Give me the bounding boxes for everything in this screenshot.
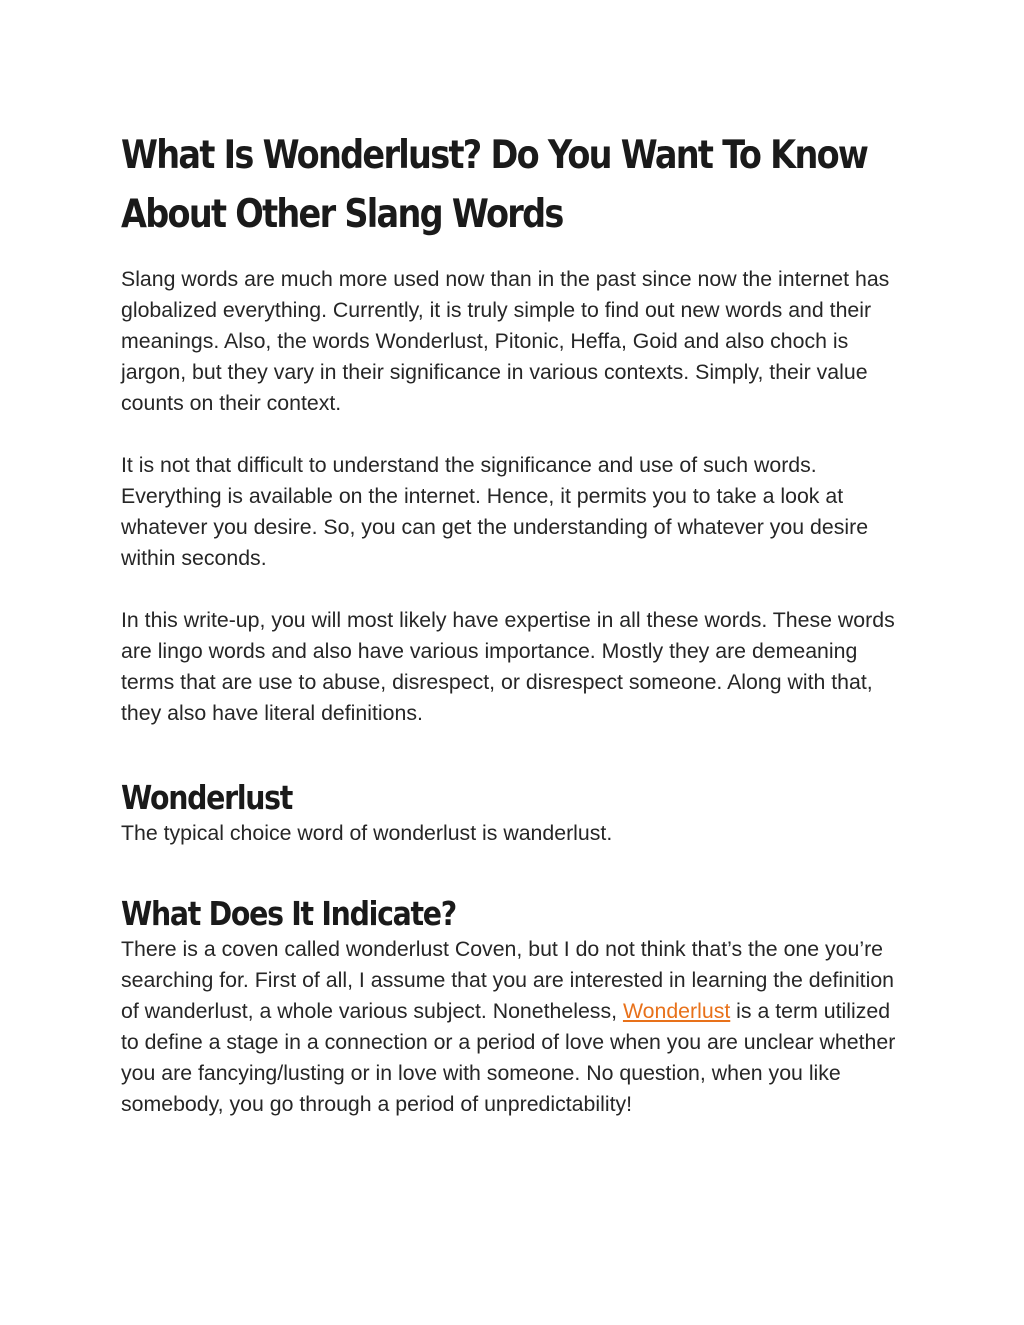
paragraph-gap <box>121 574 911 605</box>
section-heading-wonderlust: Wonderlust <box>121 778 293 817</box>
wonderlust-link[interactable]: Wonderlust <box>622 999 731 1023</box>
page-title: What Is Wonderlust? Do You Want To Know About Other Slang Words <box>121 133 868 237</box>
indicate-text-after-link: is a term utilized to define a stage in a connection or a period of love when you are unclear whether you are fancying/lusting or in love with someone. No question, when you like somebody, you go through a period of unpredictability! <box>121 999 896 1116</box>
document-page <box>121 126 911 1120</box>
intro-paragraph-1: Slang words are much more used now than in the past since now the internet has globalized everything. Currently, it is truly simple to find out new words and their meanings. Also, the words Wonderlust, Pitonic, Heffa, Goid and also choch is jargon, but they vary in their significance in various contexts. Simply, their value counts on their context. <box>121 267 890 415</box>
indicate-paragraph <box>121 934 911 1120</box>
paragraph-gap <box>121 419 911 450</box>
intro-paragraph-3: In this write-up, you will most likely have expertise in all these words. These words are lingo words and also have various importance. Mostly they are demeaning terms that are use to abuse, disrespect, or disrespect someone. Along with that, they also have literal definitions. <box>121 608 895 725</box>
indicate-text-before-link: There is a coven called wonderlust Coven, but I do not think that’s the one you’re searching for. First of all, I assume that you are interested in learning the definition of wanderlust, a whole various subject. Nonetheless, <box>121 937 895 1023</box>
intro-paragraph-2: It is not that difficult to understand the significance and use of such words. Everything is available on the internet. Hence, it permits you to take a look at whatever you desire. So, you can get the understanding of whatever you desire within seconds. <box>121 453 869 570</box>
wonderlust-paragraph: The typical choice word of wonderlust is wanderlust. <box>121 821 613 845</box>
section-heading-indicate: What Does It Indicate? <box>121 894 456 933</box>
